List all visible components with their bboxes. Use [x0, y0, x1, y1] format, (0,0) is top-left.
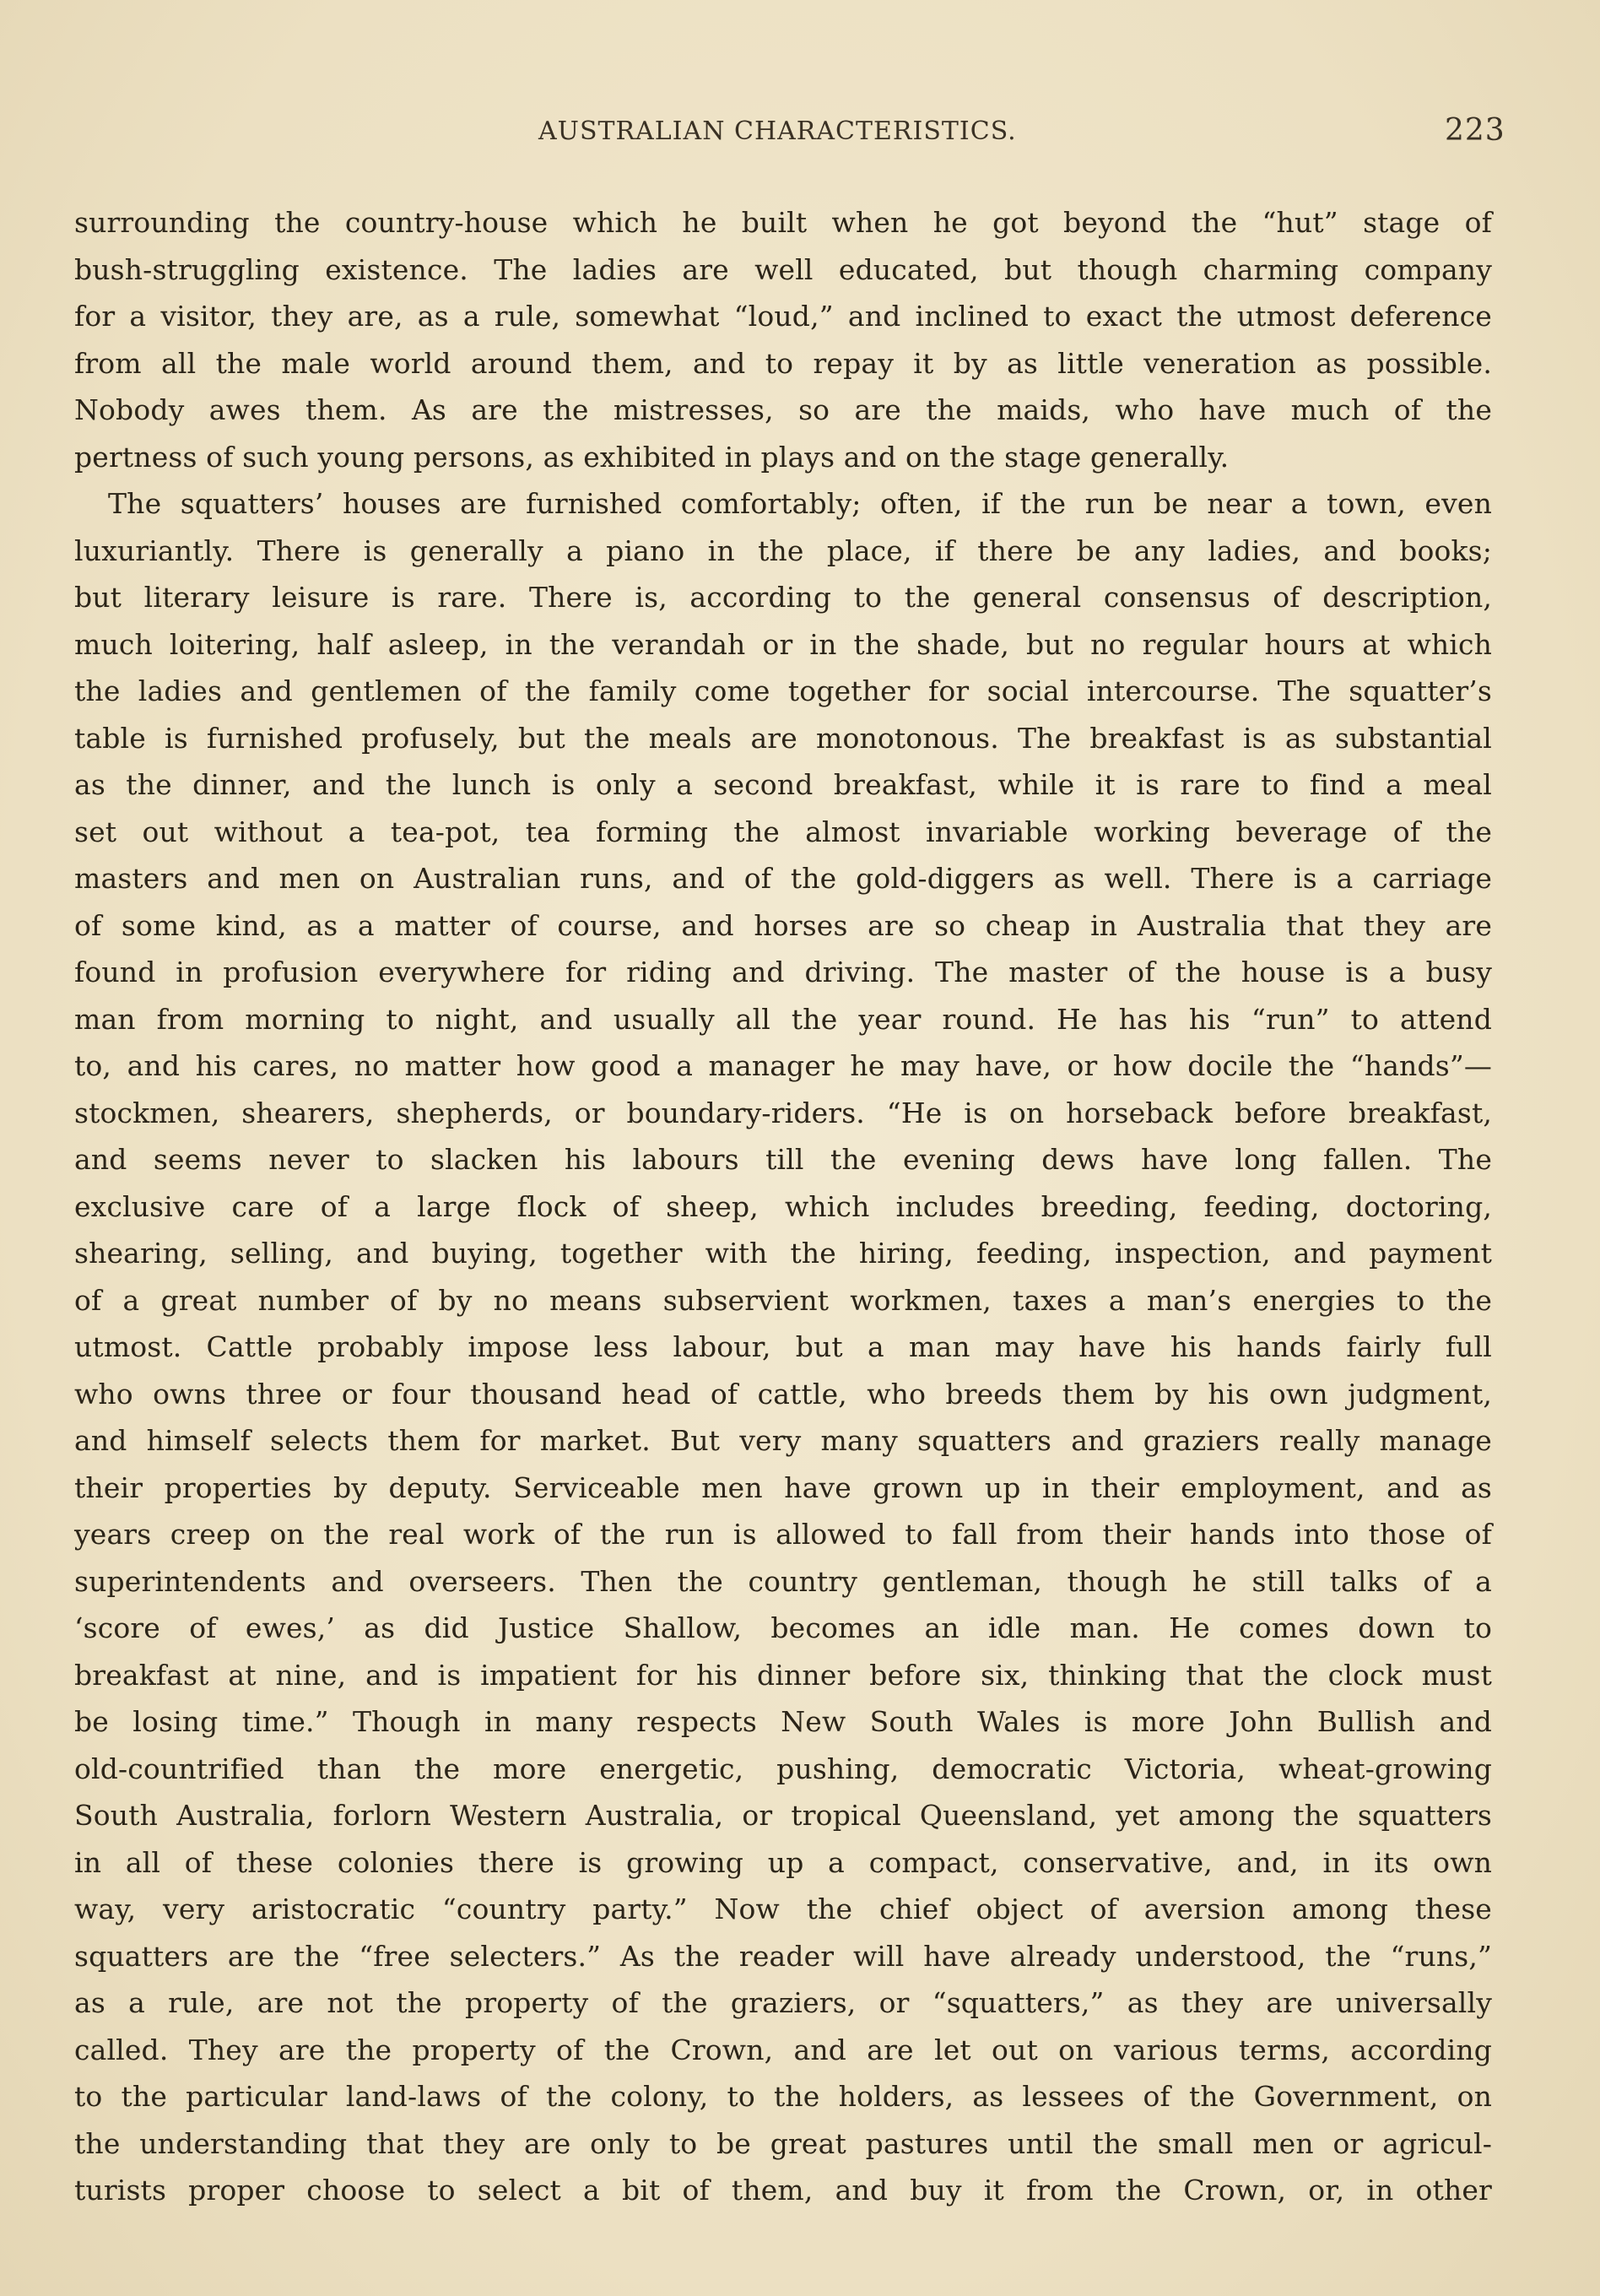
- text-line: and seems never to slacken his labours till the evening dews have long fallen. The: [74, 1143, 1492, 1176]
- text-line: breakfast at nine, and is impatient for his dinner before six, thinking that the clock must: [74, 1658, 1492, 1692]
- text-line: squatters are the “free selecters.” As the reader will have already understood, the “runs,”: [74, 1939, 1492, 1973]
- text-line: Nobody awes them. As are the mistresses, so are the maids, who have much of the: [74, 393, 1492, 426]
- text-line: masters and men on Australian runs, and of the gold-diggers as well. There is a carriage: [74, 862, 1492, 895]
- running-title: AUSTRALIAN CHARACTERISTICS.: [538, 116, 1017, 146]
- text-line: table is furnished profusely, but the meals are monotonous. The breakfast is as substantial: [74, 721, 1492, 755]
- text-line: South Australia, forlorn Western Australia, or tropical Queensland, yet among the squatters: [74, 1799, 1492, 1832]
- text-line: their properties by deputy. Serviceable men have grown up in their employment, and as: [74, 1470, 1492, 1504]
- text-line: bush-struggling existence. The ladies are well educated, but though charming company: [74, 252, 1492, 286]
- text-line: found in profusion everywhere for riding and driving. The master of the house is a busy: [74, 956, 1492, 988]
- text-line: man from morning to night, and usually all the year round. He has his “run” to attend: [74, 1002, 1492, 1036]
- text-line: the understanding that they are only to be great pastures until the small men or agricul-: [74, 2126, 1492, 2160]
- text-line: stockmen, shearers, shepherds, or boundary-riders. “He is on horseback before breakfast,: [74, 1096, 1492, 1129]
- text-line: surrounding the country-house which he built when he got beyond the “hut” stage of: [74, 206, 1492, 239]
- text-line: much loitering, half asleep, in the verandah or in the shade, but no regular hours at which: [74, 627, 1492, 661]
- text-line: of some kind, as a matter of course, and horses are so cheap in Australia that they are: [74, 908, 1492, 942]
- text-line: old-countrified than the more energetic, pushing, democratic Victoria, wheat-growing: [74, 1752, 1492, 1785]
- text-line: luxuriantly. There is generally a piano in the place, if there be any ladies, and books;: [74, 533, 1492, 567]
- text-line: be losing time.” Though in many respects New South Wales is more John Bullish and: [74, 1705, 1492, 1738]
- text-line: of a great number of by no means subservient workmen, taxes a man’s energies to the: [74, 1283, 1492, 1317]
- body-text: [74, 199, 1492, 2214]
- text-line: who owns three or four thousand head of cattle, who breeds them by his own judgment,: [74, 1377, 1492, 1411]
- text-line: the ladies and gentlemen of the family come together for social intercourse. The squatter’s: [74, 674, 1492, 707]
- text-line: turists proper choose to select a bit of them, and buy it from the Crown, or, in other: [74, 2174, 1492, 2207]
- paragraph-start-line: The squatters’ houses are furnished comfortably; often, if the run be near a town, even: [108, 487, 1492, 520]
- text-line: superintendents and overseers. Then the country gentleman, though he still talks of a: [74, 1564, 1492, 1598]
- text-line: exclusive care of a large flock of sheep, which includes breeding, feeding, doctoring,: [74, 1189, 1492, 1223]
- text-line: pertness of such young persons, as exhibited in plays and on the stage generally.: [74, 440, 1230, 474]
- text-line: as a rule, are not the property of the graziers, or “squatters,” as they are universally: [74, 1986, 1492, 2019]
- text-line: as the dinner, and the lunch is only a second breakfast, while it is rare to find a meal: [74, 768, 1492, 801]
- text-line: way, very aristocratic “country party.” Now the chief object of aversion among these: [74, 1893, 1492, 1925]
- text-line: called. They are the property of the Crown, and are let out on various terms, according: [74, 2033, 1492, 2066]
- text-line: shearing, selling, and buying, together with the hiring, feeding, inspection, and payment: [74, 1237, 1492, 1270]
- text-line: to the particular land-laws of the colony, to the holders, as lessees of the Government, on: [74, 2080, 1492, 2113]
- text-line: to, and his cares, no matter how good a manager he may have, or how docile the “hands”—: [74, 1049, 1492, 1082]
- page-number: 223: [1445, 113, 1505, 148]
- text-line: years creep on the real work of the run is allowed to fall from their hands into those of: [74, 1518, 1492, 1551]
- text-line: from all the male world around them, and to repay it by as little veneration as possible.: [74, 346, 1492, 380]
- text-line: in all of these colonies there is growing up a compact, conservative, and, in its own: [74, 1845, 1492, 1879]
- text-line: ‘score of ewes,’ as did Justice Shallow, becomes an idle man. He comes down to: [74, 1611, 1492, 1644]
- text-line: and himself selects them for market. But very many squatters and graziers really manage: [74, 1424, 1492, 1457]
- text-line: but literary leisure is rare. There is, according to the general consensus of description,: [74, 581, 1492, 614]
- text-line: for a visitor, they are, as a rule, somewhat “loud,” and inclined to exact the utmost deference: [74, 300, 1492, 333]
- text-line: set out without a tea-pot, tea forming the almost invariable working beverage of the: [74, 815, 1492, 848]
- text-line: utmost. Cattle probably impose less labour, but a man may have his hands fairly full: [74, 1330, 1492, 1363]
